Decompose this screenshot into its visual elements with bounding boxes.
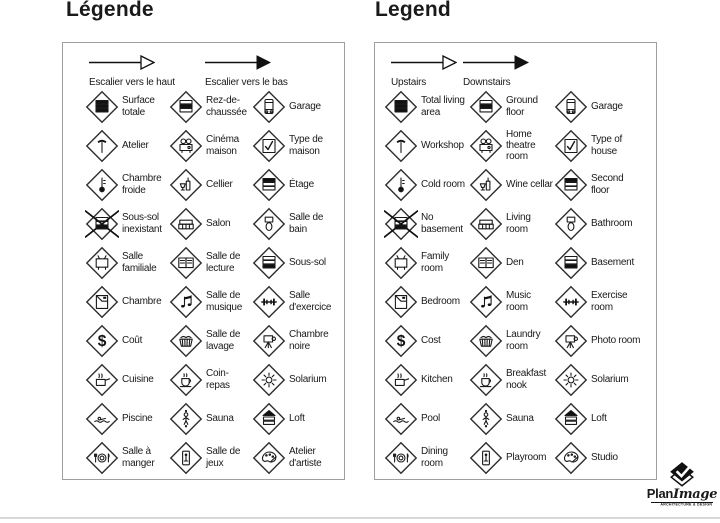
wine-bottle-icon [469,168,503,202]
legend-item-label: Coin-repas [206,368,230,391]
legend-item-label: Second floor [591,173,624,196]
legend-item [169,399,252,438]
legend-item [469,126,554,165]
legend-item-label: Studio [591,451,618,463]
legend-panel-french [62,42,345,480]
arrow-label: Upstairs [391,77,427,88]
legend-item-label: Cinéma maison [206,134,239,157]
legend-item-label: Total living area [421,95,465,118]
dollar-icon [85,324,119,358]
legend-panel-english [374,42,657,480]
sofa-icon [469,207,503,241]
legend-item [554,360,646,399]
legend-item-label: Cellier [206,178,233,190]
open-book-icon [169,246,203,280]
wine-bottle-icon [169,168,203,202]
sauna-person-icon [169,402,203,436]
legend-item-label: Family room [421,251,449,274]
legend-item [252,438,344,477]
legend-item [252,399,344,438]
legend-item-label: Type de maison [289,134,323,157]
stairs-arrows [63,55,344,89]
filled-arrow-icon [205,55,288,75]
legend-item-label: No basement [421,212,463,235]
legend-item [554,399,646,438]
legend-item-label: Garage [289,100,321,112]
hammer-icon [384,129,418,163]
legend-item [384,243,469,282]
legend-item [384,87,469,126]
legend-item [252,87,344,126]
legend-item [252,243,344,282]
legend-item-label: Ground floor [506,95,538,118]
legend-item [252,360,344,399]
no-basement-icon [384,207,418,241]
legend-item-label: Loft [591,412,607,424]
thermometer-icon [384,168,418,202]
tv-icon [85,246,119,280]
legend-item-label: Music room [506,290,531,313]
legend-item-label: Sauna [506,412,534,424]
legend-item [469,282,554,321]
legend-item [85,87,169,126]
legend-items-grid [85,87,344,477]
legend-item [554,321,646,360]
open-book-icon [469,246,503,280]
legend-item [469,165,554,204]
legend-item [85,126,169,165]
legend-item-label: Salle de lavage [206,329,241,352]
legend-item-label: Loft [289,412,305,424]
legend-item [554,87,646,126]
legend-item-label: Garage [591,100,623,112]
legend-item-label: Cuisine [122,373,154,385]
sun-icon [554,363,588,397]
svg-text:$: $ [97,332,107,350]
plate-cutlery-icon [85,441,119,475]
legend-item-label: Cold room [421,178,465,190]
stairs-arrows [375,55,656,89]
legend-item [469,87,554,126]
cooking-pot-icon [85,363,119,397]
legend-item-label: Basement [591,256,635,268]
legend-item-label: Sous-sol [289,256,326,268]
legend-item [252,165,344,204]
legend-item [85,438,169,477]
laundry-basket-icon [469,324,503,358]
legend-item-label: Playroom [506,451,547,463]
legend-item [169,321,252,360]
legend-items-grid [384,87,646,477]
legend-item [469,360,554,399]
legend-item [85,399,169,438]
paint-palette-icon [252,441,286,475]
legend-item-label: Bedroom [421,295,460,307]
legend-item-label: Chambre froide [122,173,162,196]
legend-item-label: Type of house [591,134,623,157]
legend-item-label: Workshop [421,139,464,151]
joystick-icon [169,441,203,475]
total-area-icon [384,90,418,124]
dollar-icon [384,324,418,358]
camera-tripod-icon [554,324,588,358]
legend-item [384,165,469,204]
legend-item-label: Coût [122,334,143,346]
open-arrow-icon [391,55,457,75]
legend-item-label: Atelier d'artiste [289,446,322,469]
legend-item-label: Étage [289,178,314,190]
page-title-french: Légende [66,0,154,21]
legend-item [252,126,344,165]
legend-item [85,243,169,282]
bed-icon [85,285,119,319]
logo-brand-italic: Image [673,487,718,502]
sofa-icon [169,207,203,241]
legend-item [169,438,252,477]
filled-arrow-icon [463,55,529,75]
ground-floor-icon [169,90,203,124]
legend-item [384,126,469,165]
house-check-icon [554,129,588,163]
coffee-cup-icon [469,363,503,397]
barbell-icon [252,285,286,319]
legend-item [252,321,344,360]
legend-item-label: Salle de lecture [206,251,241,274]
house-check-icon [252,129,286,163]
no-basement-icon [85,207,119,241]
legend-item [469,399,554,438]
legend-item-label: Salle à manger [122,446,155,469]
legend-item-label: Salon [206,217,231,229]
legend-item [384,399,469,438]
toilet-icon [252,207,286,241]
music-note-icon [469,285,503,319]
pool-swimmer-icon [85,402,119,436]
thermometer-icon [85,168,119,202]
legend-item [169,87,252,126]
ground-floor-icon [469,90,503,124]
legend-item-label: Breakfast nook [506,368,546,391]
legend-item [252,282,344,321]
garage-car-icon [554,90,588,124]
laundry-basket-icon [169,324,203,358]
legend-item-label: Surface totale [122,95,155,118]
stairs-up-arrow [391,55,457,88]
logo-tagline: ARCHITECTURE & DESIGN [660,503,713,507]
legend-item-label: Salle de bain [289,212,324,235]
camera-tripod-icon [252,324,286,358]
legend-item [384,204,469,243]
legend-item-label: Atelier [122,139,149,151]
legend-item-label: Piscine [122,412,153,424]
arrow-label: Escalier vers le haut [89,77,175,88]
legend-item [85,360,169,399]
legend-item [554,438,646,477]
page-title-english: Legend [375,0,451,21]
page-edge-line [0,517,720,519]
total-area-icon [85,90,119,124]
legend-item [384,360,469,399]
stairs-up-arrow [89,55,175,88]
legend-item-label: Exercise room [591,290,628,313]
open-arrow-icon [89,55,175,75]
legend-item-label: Sauna [206,412,234,424]
legend-item-label: Cost [421,334,441,346]
stairs-down-arrow [205,55,288,88]
loft-roof-icon [554,402,588,436]
legend-item [469,243,554,282]
pool-swimmer-icon [384,402,418,436]
legend-item-label: Living room [506,212,531,235]
legend-item-label: Rez-de-chaussée [206,95,247,118]
legend-item [169,126,252,165]
legend-item [169,204,252,243]
planimage-logo-mark [667,461,697,489]
film-projector-icon [469,129,503,163]
legend-item-label: Salle familiale [122,251,157,274]
loft-roof-icon [252,402,286,436]
legend-item-label: Wine cellar [506,178,553,190]
legend-item-label: Sous-sol inexistant [122,212,162,235]
legend-item [85,321,169,360]
legend-item-label: Pool [421,412,441,424]
joystick-icon [469,441,503,475]
music-note-icon [169,285,203,319]
sun-icon [252,363,286,397]
upper-floor-icon [252,168,286,202]
sauna-person-icon [469,402,503,436]
legend-item-label: Dining room [421,446,448,469]
legend-item [554,282,646,321]
legend-item-label: Photo room [591,334,641,346]
legend-item-label: Solarium [591,373,629,385]
legend-item [169,165,252,204]
paint-palette-icon [554,441,588,475]
plate-cutlery-icon [384,441,418,475]
legend-item-label: Solarium [289,373,327,385]
legend-item [169,360,252,399]
arrow-label: Downstairs [463,77,511,88]
legend-item [384,321,469,360]
legend-item-label: Home theatre room [506,128,536,163]
legend-item-label: Chambre [122,295,162,307]
legend-item-label: Den [506,256,524,268]
svg-text:$: $ [396,332,406,350]
legend-item [85,165,169,204]
legend-item [85,282,169,321]
coffee-cup-icon [169,363,203,397]
barbell-icon [554,285,588,319]
legend-item-label: Bathroom [591,217,633,229]
legend-item [384,438,469,477]
bed-icon [384,285,418,319]
film-projector-icon [169,129,203,163]
basement-floor-icon [554,246,588,280]
hammer-icon [85,129,119,163]
tv-icon [384,246,418,280]
legend-item [554,204,646,243]
logo-brand-bold: Plan [646,486,674,501]
legend-item [554,243,646,282]
legend-item-label: Chambre noire [289,329,329,352]
legend-item [554,165,646,204]
legend-item [85,204,169,243]
planimage-logo-text [646,487,718,501]
legend-item [384,282,469,321]
stairs-down-arrow [463,55,529,88]
upper-floor-icon [554,168,588,202]
garage-car-icon [252,90,286,124]
cooking-pot-icon [384,363,418,397]
legend-item [469,438,554,477]
planimage-logo [646,461,718,509]
legend-item [169,282,252,321]
basement-floor-icon [252,246,286,280]
legend-item [554,126,646,165]
arrow-label: Escalier vers le bas [205,77,288,88]
legend-item-label: Laundry room [506,329,541,352]
legend-item-label: Salle d'exercice [289,290,332,313]
legend-item [469,321,554,360]
toilet-icon [554,207,588,241]
legend-item [469,204,554,243]
legend-item-label: Salle de jeux [206,446,241,469]
legend-item-label: Salle de musique [206,290,243,313]
legend-item [252,204,344,243]
legend-item [169,243,252,282]
legend-item-label: Kitchen [421,373,453,385]
